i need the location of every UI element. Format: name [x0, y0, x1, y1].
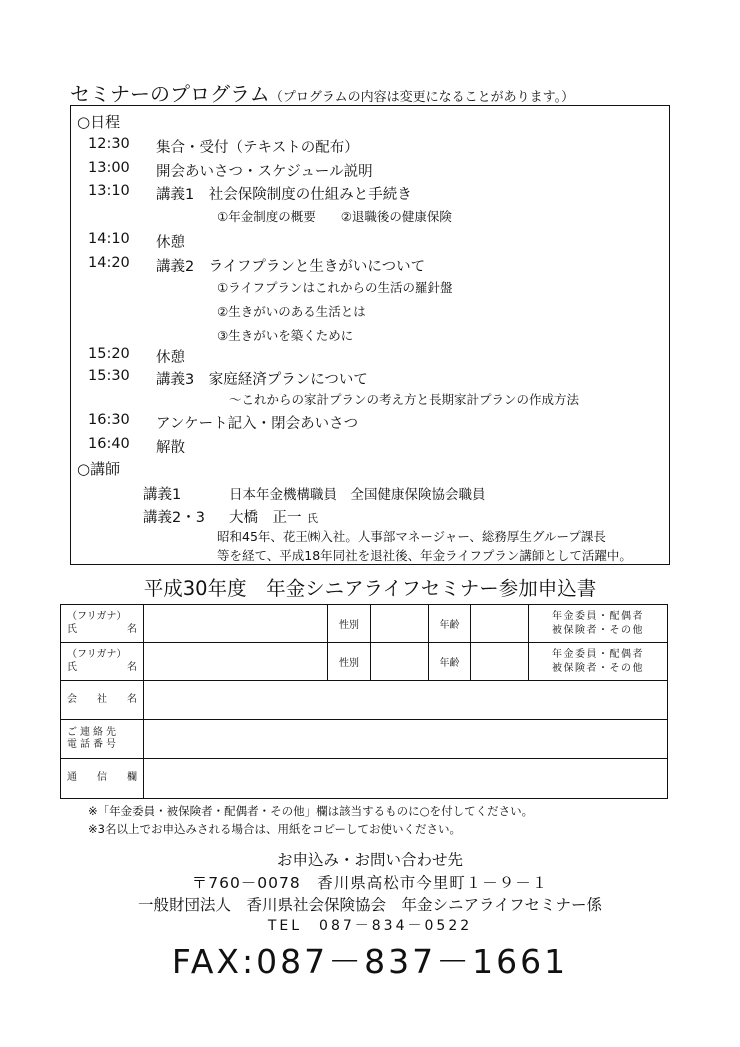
message-label: 通 信 欄: [61, 759, 144, 799]
lecture3-topic: ～これからの家計プランの考え方と長期家計プランの作成方法: [229, 392, 580, 407]
lecture2-topic: ②生きがいのある生活とは: [217, 304, 366, 319]
furigana-label: （フリガナ）: [67, 611, 127, 622]
schedule-event: 講義3 家庭経済プランについて: [156, 372, 368, 388]
name-label: 氏 名: [67, 623, 137, 635]
schedule-event: 休憩: [156, 350, 185, 366]
sex-label: 性別: [328, 643, 371, 681]
form-note: ※「年金委員・被保険者・配偶者・その他」欄は該当するものに○を付してください。: [88, 804, 534, 818]
lecture1-topics: ①年金制度の概要 ②退職後の健康保険: [217, 209, 452, 224]
contact-row: [61, 720, 668, 759]
schedule-heading: ○日程: [77, 113, 121, 131]
schedule-event: 解散: [156, 440, 185, 456]
contact-tel: TEL 087－834－0522: [267, 918, 473, 934]
program-title-text: セミナーのプログラム: [70, 82, 270, 106]
category-options[interactable]: 年金委員・配偶者 被保険者・その他: [529, 643, 668, 681]
program-change-note: （プログラムの内容は変更になることがあります。）: [269, 90, 575, 105]
schedule-time: 16:40: [88, 436, 130, 452]
application-form: [60, 604, 668, 799]
program-box: [70, 105, 670, 565]
schedule-time: 13:10: [88, 183, 130, 199]
schedule-event: 休憩: [156, 235, 185, 251]
message-input[interactable]: [144, 759, 668, 799]
schedule-time: 12:30: [88, 136, 130, 152]
name-label-cell: [61, 643, 144, 681]
age-input[interactable]: [471, 643, 529, 681]
company-label: 会 社 名: [61, 681, 144, 720]
applicant-row: [61, 643, 668, 681]
form-title: 平成30年度 年金シニアライフセミナー参加申込書: [143, 577, 597, 600]
age-label: 年齢: [429, 643, 471, 681]
contact-input[interactable]: [144, 720, 668, 759]
instructor-bio-line: 等を経て、平成18年同社を退社後、年金ライフプラン講師として活躍中。: [217, 548, 632, 563]
contact-org: 一般財団法人 香川県社会保険協会 年金シニアライフセミナー係: [138, 896, 602, 914]
company-row: [61, 681, 668, 720]
schedule-event: 講義1 社会保険制度の仕組みと手続き: [156, 187, 412, 203]
schedule-time: 16:30: [88, 412, 130, 428]
schedule-time: 13:00: [88, 160, 130, 176]
name-label-cell: [61, 605, 144, 643]
company-input[interactable]: [144, 681, 668, 720]
program-title: [70, 78, 574, 107]
instructor-label: 講義1: [143, 487, 182, 503]
message-row: [61, 759, 668, 799]
lecture2-topic: ①ライフプランはこれからの生活の羅針盤: [217, 280, 453, 295]
schedule-time: 14:20: [88, 255, 130, 271]
schedule-event: 講義2 ライフプランと生きがいについて: [156, 259, 426, 275]
contact-fax: FAX:087－837－1661: [171, 942, 569, 981]
contact-label: ご連絡先 電話番号: [61, 720, 144, 759]
age-label: 年齢: [429, 605, 471, 643]
instructor-bio-line: 昭和45年、花王㈱入社。人事部マネージャー、総務厚生グループ課長: [217, 529, 606, 544]
instructor-label: 講義2・3: [143, 510, 205, 526]
contact-heading: お申込み・お問い合わせ先: [276, 851, 463, 869]
category-options[interactable]: 年金委員・配偶者 被保険者・その他: [529, 605, 668, 643]
instructor-name: 大橋 正一: [229, 510, 302, 526]
name-label: 氏 名: [67, 661, 137, 673]
schedule-time: 14:10: [88, 231, 130, 247]
sex-label: 性別: [328, 605, 371, 643]
furigana-label: （フリガナ）: [67, 649, 127, 660]
sex-input[interactable]: [371, 605, 429, 643]
schedule-event: 開会あいさつ・スケジュール説明: [156, 164, 373, 180]
sex-input[interactable]: [371, 643, 429, 681]
instructor-name: 日本年金機構職員 全国健康保険協会職員: [229, 487, 486, 503]
instructor-heading: ○講師: [77, 460, 121, 478]
schedule-time: 15:30: [88, 368, 130, 384]
contact-address: 〒760－0078 香川県高松市今里町１－９－１: [191, 874, 549, 892]
schedule-event: 集合・受付（テキストの配布）: [156, 140, 359, 156]
applicant-row: [61, 605, 668, 643]
name-input[interactable]: [144, 643, 328, 681]
schedule-event: アンケート記入・閉会あいさつ: [156, 416, 359, 432]
name-input[interactable]: [144, 605, 328, 643]
lecture2-topic: ③生きがいを築くために: [217, 328, 354, 343]
schedule-time: 15:20: [88, 346, 130, 362]
form-note: ※3名以上でお申込みされる場合は、用紙をコピーしてお使いください。: [88, 822, 461, 836]
age-input[interactable]: [471, 605, 529, 643]
instructor-honorific: 氏: [307, 512, 318, 525]
